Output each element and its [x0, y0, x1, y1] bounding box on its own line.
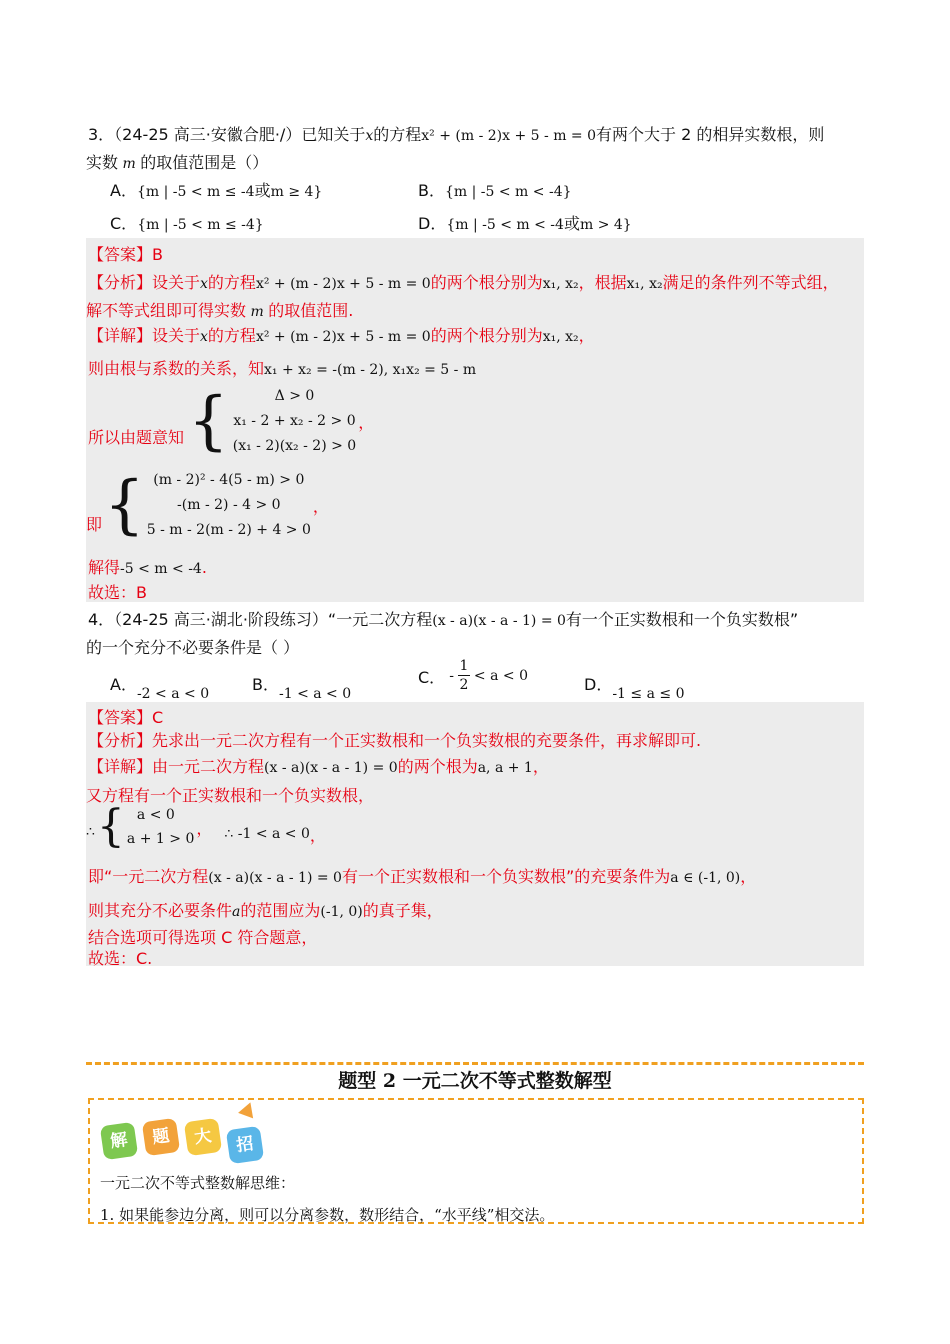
tips-card: [88, 1098, 864, 1224]
q4-option-a[interactable]: A．-2 < a < 0: [110, 675, 210, 702]
q3-final-choice: 故选：B: [88, 583, 147, 602]
q4-option-b[interactable]: B．-1 < a < 0: [252, 675, 352, 702]
ineq-row: 5 - m - 2(m - 2) + 4 > 0: [146, 522, 311, 538]
q3-expanded-system: 即 { (m - 2)² - 4(5 - m) > 0 -(m - 2) - 4 > 0 5 - m - 2(m - 2) + 4 > 0 ，: [86, 468, 329, 542]
q4-system: ∴ { a < 0 a + 1 > 0 ， ∴ -1 < a < 0 ，: [86, 801, 326, 852]
section-title: 题型 2 一元二次不等式整数解型: [338, 1070, 612, 1092]
q4-stem-line1: 4．（24-25 高三·湖北·阶段练习）“一元二次方程(x - a)(x - a - 1) = 0有一个正实数根和一个负实数根”: [88, 610, 799, 629]
q3-solve-line: 解得-5 < m < -4.: [88, 558, 207, 577]
badge-ti: 题: [142, 1118, 180, 1156]
ineq-row: -(m - 2) - 4 > 0: [177, 497, 281, 513]
badge-zhao: 招: [226, 1126, 264, 1164]
q3-option-d[interactable]: D．{m | -5 < m < -4或m > 4}: [418, 214, 632, 233]
sys-row: a + 1 > 0: [126, 831, 195, 847]
section-top-divider: [86, 1062, 864, 1065]
badge-jie: 解: [100, 1122, 138, 1160]
q4-option-d[interactable]: D．-1 ≤ a ≤ 0: [584, 675, 685, 702]
q4-stem-line2: 的一个充分不必要条件是（ ）: [86, 638, 300, 657]
left-brace-icon: {: [96, 801, 125, 852]
q3-option-b[interactable]: B．{m | -5 < m < -4}: [418, 181, 572, 200]
q3-analysis-line1: 【分析】设关于x的方程x² + (m - 2)x + 5 - m = 0的两个根分别为x₁, x₂，根据x₁, x₂满足的条件列不等式组，: [88, 273, 839, 292]
q3-detail-line1: 【详解】设关于x的方程x² + (m - 2)x + 5 - m = 0的两个根分别为x₁, x₂，: [88, 326, 595, 345]
q4-answer: 【答案】C: [88, 708, 164, 727]
q4-detail-line5: 则其充分不必要条件a的范围应为(-1, 0)的真子集，: [88, 901, 443, 920]
q4-detail-line6: 结合选项可得选项 C 符合题意，: [88, 928, 318, 947]
q4-detail-line2: 又方程有一个正实数根和一个负实数根，: [86, 786, 375, 805]
sys-row: a < 0: [136, 807, 175, 823]
tips-item-1: 1. 如果能参边分离，则可以分离参数，数形结合，“水平线”相交法。: [100, 1206, 555, 1224]
cond-row: x₁ - 2 + x₂ - 2 > 0: [233, 413, 356, 429]
tips-intro: 一元二次不等式整数解思维：: [100, 1174, 296, 1192]
q3-option-c[interactable]: C．{m | -5 < m ≤ -4}: [110, 214, 264, 233]
q4-final-choice: 故选：C.: [88, 949, 153, 968]
q4-detail-line1: 【详解】由一元二次方程(x - a)(x - a - 1) = 0的两个根为a, a + 1，: [88, 757, 549, 776]
q3-vieta-line: 则由根与系数的关系，知x₁ + x₂ = -(m - 2), x₁x₂ = 5 - m: [88, 359, 477, 378]
q3-option-a[interactable]: A．{m | -5 < m ≤ -4或m ≥ 4}: [110, 181, 323, 200]
q3-answer: 【答案】B: [88, 245, 163, 264]
cond-row: Δ > 0: [274, 388, 315, 404]
q4-detail-line4: 即“一元二次方程(x - a)(x - a - 1) = 0有一个正实数根和一个负实数根”的充要条件为a ∈ (-1, 0)，: [88, 867, 757, 886]
left-brace-icon: {: [104, 468, 145, 542]
ineq-row: (m - 2)² - 4(5 - m) > 0: [153, 472, 305, 488]
q3-condition-system: 所以由题意知 { Δ > 0 x₁ - 2 + x₂ - 2 > 0 (x₁ - 2)(x₂ - 2) > 0 ，: [88, 384, 375, 458]
q4-option-c[interactable]: C． - 1 2 < a < 0: [418, 658, 528, 693]
badge-da: 大: [184, 1118, 222, 1156]
q3-stem-line2: 实数 m 的取值范围是（）: [86, 153, 269, 172]
q4-analysis: 【分析】先求出一元二次方程有一个正实数根和一个负实数根的充要条件，再求解即可.: [88, 731, 702, 750]
q3-analysis-line2: 解不等式组即可得实数 m 的取值范围.: [86, 301, 354, 320]
cond-row: (x₁ - 2)(x₂ - 2) > 0: [232, 438, 357, 454]
left-brace-icon: {: [188, 384, 229, 458]
q3-stem-line1: 3．（24-25 高三·安徽合肥·/）已知关于x的方程x² + (m - 2)x + 5 - m = 0有两个大于 2 的相异实数根，则: [88, 125, 825, 144]
sparkle-icon: [238, 1100, 258, 1119]
